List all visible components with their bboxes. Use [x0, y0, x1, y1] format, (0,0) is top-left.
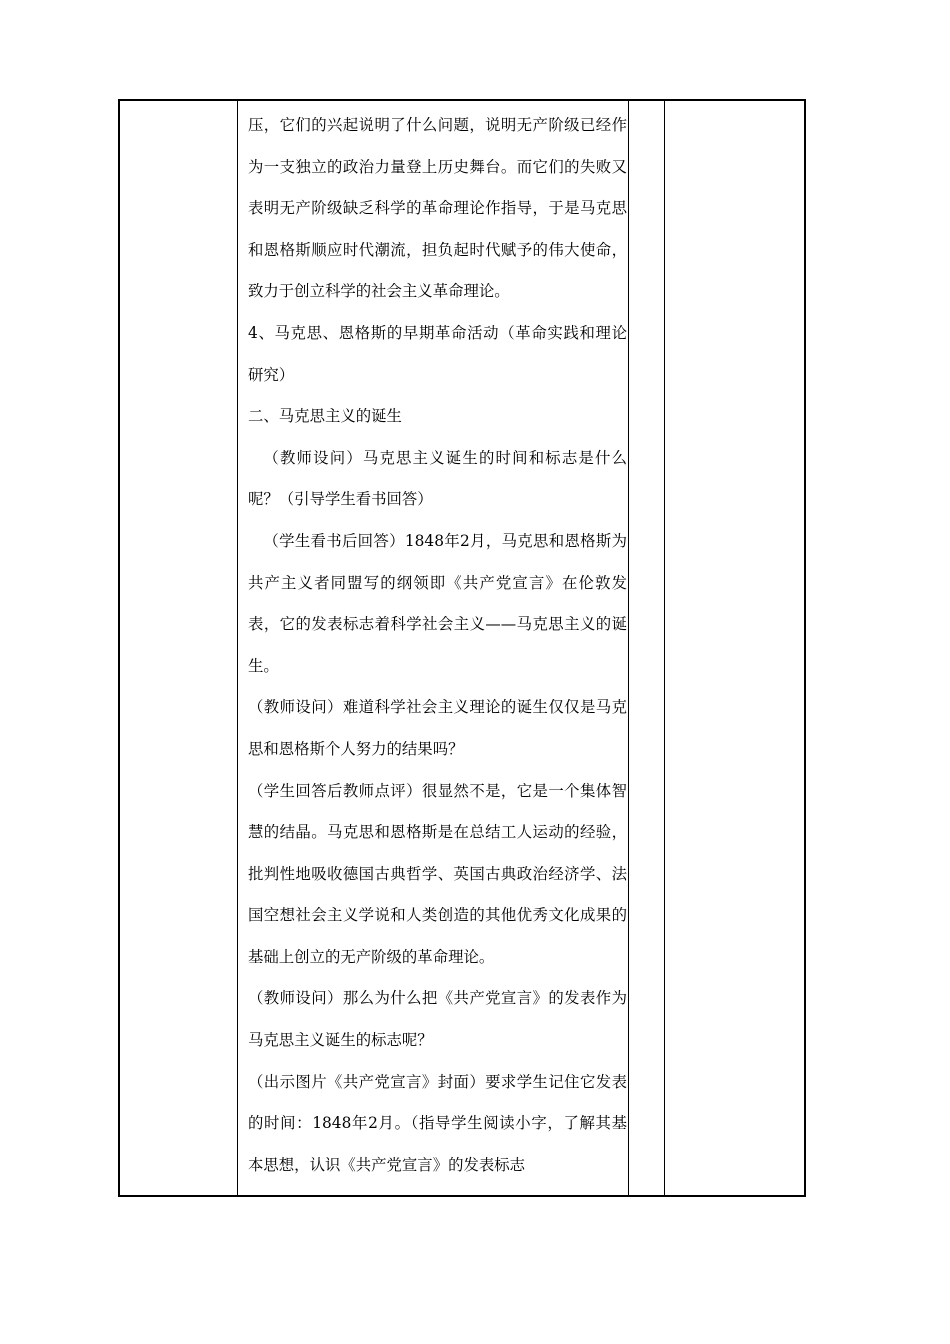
column-divider-1 — [237, 101, 238, 1195]
paragraph-teacher-question-3: （教师设问）那么为什么把《共产党宣言》的发表作为马克思主义诞生的标志呢？ — [248, 989, 627, 1050]
paragraph-teacher-question-2: （教师设问）难道科学社会主义理论的诞生仅仅是马克思和恩格斯个人努力的结果吗？ — [248, 698, 627, 758]
column-divider-2 — [628, 101, 629, 1195]
paragraph-teacher-comment: （学生回答后教师点评）很显然不是，它是一个集体智慧的结晶。马克思和恩格斯是在总结工人运动的经验，批判性地吸收德国古典哲学、英国古典政治经济学、法国空想社会主义学说和人类创造的其他优秀文化成果的基础上创立的无产阶级的革命理论。 — [248, 781, 627, 966]
paragraph-1: 压，它们的兴起说明了什么问题，说明无产阶级已经作为一支独立的政治力量登上历史舞台。而它们的失败又表明无产阶级缺乏科学的革命理论作指导，于是马克思和恩格斯顺应时代潮流，担负起时代赋予的伟大使命，致力于创立科学的社会主义革命理论。 — [248, 116, 627, 301]
paragraph-teacher-question-1: （教师设问）马克思主义诞生的时间和标志是什么呢？（引导学生看书回答） — [248, 448, 627, 509]
lesson-plan-table — [118, 99, 806, 1197]
teaching-process-cell — [248, 105, 627, 1186]
column-divider-3 — [664, 101, 665, 1195]
section-heading: 二、马克思主义的诞生 — [248, 407, 402, 426]
paragraph-student-answer-1: （学生看书后回答）1848年2月，马克思和恩格斯为共产主义者同盟写的纲领即《共产党宣言》在伦敦发表，它的发表标志着科学社会主义——马克思主义的诞生。 — [248, 531, 627, 675]
paragraph-2: 4、马克思、恩格斯的早期革命活动（革命实践和理论研究） — [248, 323, 627, 384]
paragraph-show-image: （出示图片《共产党宣言》封面）要求学生记住它发表的时间：1848年2月。（指导学生阅读小字，了解其基本思想，认识《共产党宣言》的发表标志 — [248, 1072, 627, 1174]
